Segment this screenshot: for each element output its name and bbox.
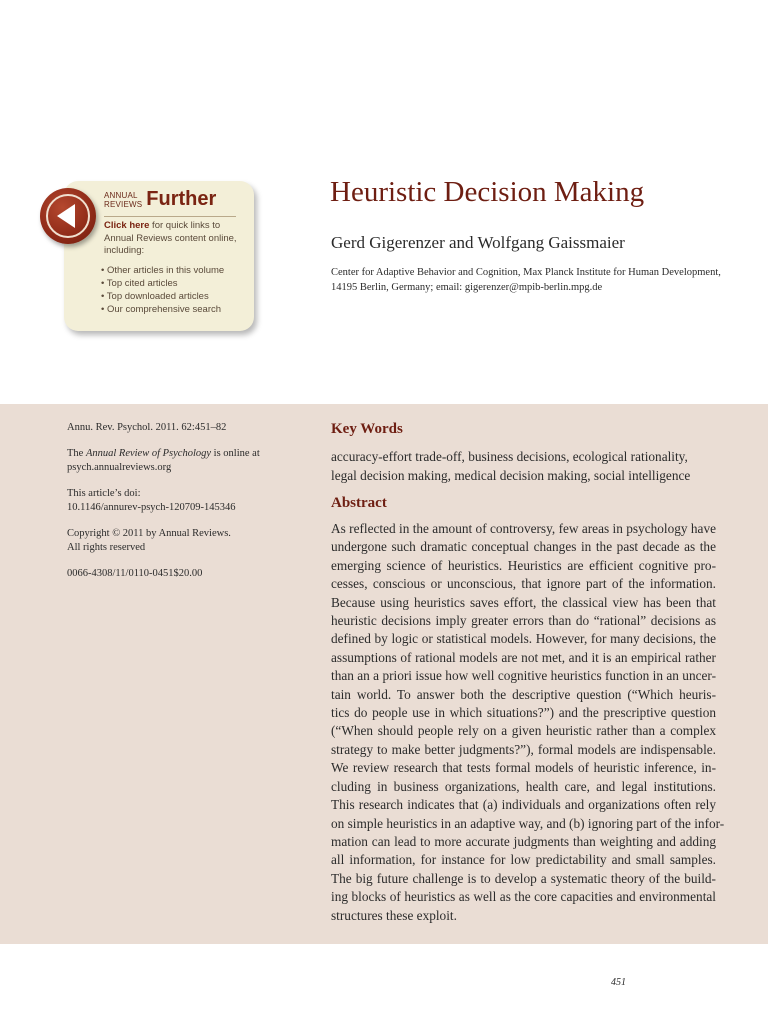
further-description-text: for quick links to Annual Reviews content online, including: bbox=[104, 220, 237, 256]
page-number: 451 bbox=[611, 977, 626, 988]
abstract-line: structures these exploit. bbox=[331, 907, 457, 923]
further-header bbox=[104, 189, 216, 209]
abstract-line: all information, for instance for low predictability and small samples. bbox=[331, 852, 716, 868]
publication-meta bbox=[67, 421, 267, 593]
copyright-text: Copyright © 2011 by Annual Reviews. bbox=[67, 528, 231, 539]
doi-block bbox=[67, 487, 267, 515]
doi-label: This article’s doi: bbox=[67, 488, 141, 499]
link-other-articles[interactable]: • Other articles in this volume bbox=[101, 265, 225, 276]
abstract-line: (“When should people rely on a given heuristic rather than a complex bbox=[331, 723, 716, 739]
online-notice bbox=[67, 447, 267, 475]
back-arrow-button[interactable] bbox=[40, 188, 96, 244]
further-links-list bbox=[101, 264, 251, 316]
citation: Annu. Rev. Psychol. 2011. 62:451–82 bbox=[67, 422, 227, 433]
abstract-line: strategy to make better judgments?”), formal models are indispensable. bbox=[331, 741, 716, 757]
further-label: Further bbox=[146, 188, 217, 210]
abstract-line: than an a priori issue how well cognitive heuristics function in an uncer- bbox=[331, 668, 716, 684]
link-comprehensive-search[interactable]: • Our comprehensive search bbox=[101, 304, 222, 315]
abstract-line: tics do people use in which situations?”) and the prescriptive question bbox=[331, 705, 716, 721]
abstract-line: The big future challenge is to develop a systematic theory of the build- bbox=[331, 870, 716, 886]
abstract-line: defined by logic or statistical models. However, for many decisions, the bbox=[331, 631, 716, 647]
doi-value[interactable]: 10.1146/annurev-psych-120709-145346 bbox=[67, 502, 236, 513]
reviews-label: REVIEWS bbox=[104, 200, 143, 209]
keywords-text: accuracy-effort trade-off, business decisions, ecological rationality, legal decision making, medical decision making, social intelligence bbox=[331, 449, 691, 483]
abstract-line: cesses, conscious or unconscious, that ignore part of the information. bbox=[331, 576, 716, 592]
article-authors: Gerd Gigerenzer and Wolfgang Gaissmaier bbox=[331, 233, 625, 252]
click-here-link[interactable]: Click here bbox=[104, 220, 150, 231]
left-arrow-icon bbox=[57, 204, 75, 228]
abstract-heading: Abstract bbox=[331, 495, 387, 511]
author-affiliation: Center for Adaptive Behavior and Cognition, Max Planck Institute for Human Development, 14195 Berlin, Germany; email: gigerenzer@mpib-berlin.mpg.de bbox=[331, 267, 721, 293]
abstract-line: ing blocks of heuristics as well as the core capacities and environmental bbox=[331, 889, 716, 905]
abstract-line: As reflected in the amount of controversy, few areas in psychology have bbox=[331, 521, 716, 536]
abstract-line: on simple heuristics in an adaptive way, and (b) ignoring part of the infor- bbox=[331, 815, 725, 831]
annual-reviews-logo bbox=[104, 191, 142, 209]
link-top-cited[interactable]: • Top cited articles bbox=[101, 278, 178, 289]
abstract-line: emerging science of heuristics. Heuristics are efficient cognitive pro- bbox=[331, 557, 716, 573]
online-suffix: is online at psych.annualreviews.org bbox=[67, 448, 260, 473]
abstract-line: mation can lead to more accurate judgments than weighting and adding bbox=[331, 833, 716, 849]
online-prefix: The bbox=[67, 448, 86, 459]
abstract-line: assumptions of rational models are not met, and it is an empirical rather bbox=[331, 649, 716, 665]
issn: 0066-4308/11/0110-0451$20.00 bbox=[67, 568, 203, 579]
journal-name: Annual Review of Psychology bbox=[85, 448, 212, 459]
abstract-line: This research indicates that (a) individuals and organizations often rely bbox=[331, 797, 716, 813]
further-description bbox=[104, 220, 244, 258]
article-title: Heuristic Decision Making bbox=[330, 176, 645, 208]
copyright-block bbox=[67, 527, 267, 555]
abstract-line: cluding in business organizations, health care, and legal institutions. bbox=[331, 778, 716, 794]
abstract-line: We review research that tests formal models of heuristic inference, in- bbox=[331, 760, 716, 776]
back-arrow-ring bbox=[46, 194, 90, 238]
abstract-line: heuristic decisions imply greater errors than do “rational” decisions as bbox=[331, 613, 716, 629]
link-top-downloaded[interactable]: • Top downloaded articles bbox=[101, 291, 209, 302]
abstract-line: tain world. To answer both the descriptive question (“Which heuris- bbox=[331, 686, 716, 702]
annual-label: ANNUAL bbox=[104, 191, 138, 200]
rights-text: All rights reserved bbox=[67, 542, 146, 553]
keywords-heading: Key Words bbox=[331, 421, 403, 437]
abstract-text bbox=[331, 520, 725, 925]
further-divider bbox=[104, 216, 236, 217]
abstract-line: Because using heuristics saves effort, the classical view has been that bbox=[331, 594, 716, 610]
abstract-line: undergone such dramatic conceptual changes in the past decade as the bbox=[331, 539, 716, 555]
